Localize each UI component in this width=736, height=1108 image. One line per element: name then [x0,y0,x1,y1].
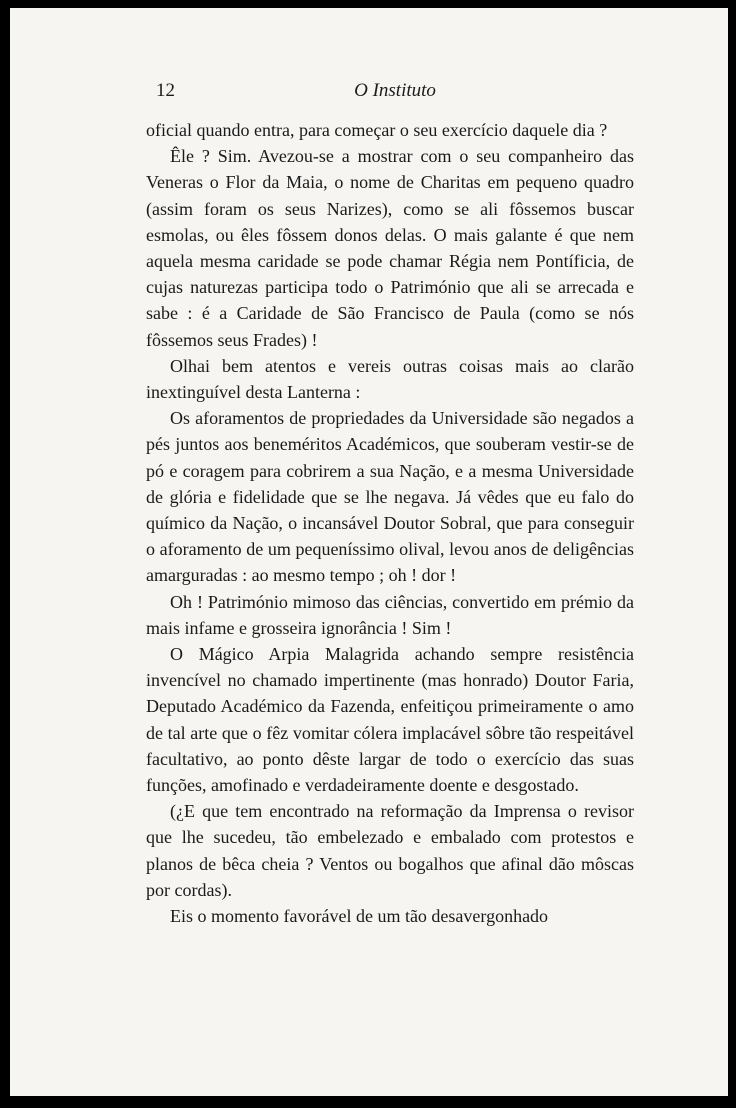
paragraph: (¿E que tem encontrado na reformação da Imprensa o revisor que lhe sucedeu, tão embelezado e embalado com protestos e planos de bêca cheia ? Ventos ou bogalhos que afinal dão môscas por cordas). [146,801,634,900]
paragraph: Êle ? Sim. Avezou-se a mostrar com o seu companheiro das Veneras o Flor da Maia, o nome de Charitas em pequeno quadro (assim foram os seus Narizes), como se ali fôssemos buscar esmolas, ou êles fôssem donos delas. O mais galante é que nem aquela mesma caridade se pode chamar Régia nem Pontíficia, de cujas naturezas participa todo o Património que ali se arrecada e sabe : é a Caridade de São Francisco de Paula (como se nós fôssemos seus Frades) ! [146,146,634,350]
book-page [10,8,728,1096]
paragraph: Eis o momento favorável de um tão desavergonhado [170,906,549,927]
running-head [156,80,634,110]
paragraph: Os aforamentos de propriedades da Universidade são negados a pés juntos aos beneméritos Académicos, que souberam vestir-se de pó e coragem para cobrirem a sua Nação, e a mesma Universidade de glória e fidelidade que se lhe negava. Já vêdes que eu falo do químico da Nação, o incansável Doutor Sobral, que para conseguir o aforamento de um pequeníssimo olival, levou anos de deligências amarguradas : ao mesmo tempo ; oh ! dor ! [146,408,634,586]
paragraph: Olhai bem atentos e vereis outras coisas mais ao clarão inextinguível desta Lanterna : [146,355,634,403]
paragraph: Oh ! Património mimoso das ciências, convertido em prémio da mais infame e grosseira ignorância ! Sim ! [146,591,634,638]
paragraph: O Mágico Arpia Malagrida achando sempre resistência invencível no chamado impertinente (mas honrado) Doutor Faria, Deputado Académico da Fazenda, enfeitiçou primeiramente o amo de tal arte que o fêz vomitar cólera implacável sôbre tão respeitável facultativo, ao ponto dêste largar de todo o exercício das suas funções, amofinado e verdadeiramente doente e desgostado. [146,644,634,796]
page-number: 12 [156,80,175,101]
paragraph: oficial quando entra, para começar o seu exercício daquele dia ? [146,120,608,140]
body-text [146,117,634,929]
page-title: O Instituto [354,80,436,101]
